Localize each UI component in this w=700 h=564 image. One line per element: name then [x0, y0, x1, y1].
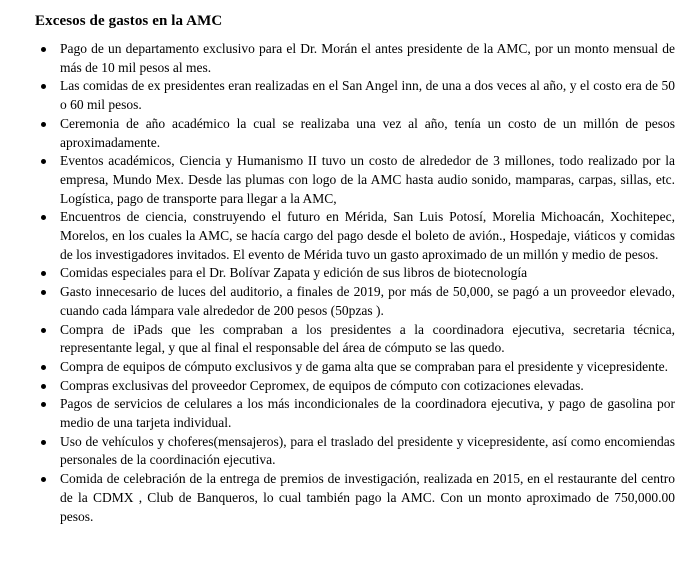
list-item-text: Comidas especiales para el Dr. Bolívar Zapata y edición de sus libros de biotecnología [60, 265, 528, 281]
bullet-icon [41, 271, 46, 276]
list-item-text: Pagos de servicios de celulares a los más incondicionales de la coordinadora ejecutiva, y pago de gasolina por medio de una tarjeta individual. [60, 396, 675, 431]
bullet-icon [41, 440, 46, 445]
list-item [35, 395, 675, 432]
bullet-icon [41, 402, 46, 407]
bullet-icon [41, 122, 46, 127]
list-item-text: Compras exclusivas del proveedor Cepromex, de equipos de cómputo con cotizaciones elevadas. [60, 377, 584, 393]
list-item [35, 40, 675, 77]
list-item-text: Las comidas de ex presidentes eran realizadas en el San Angel inn, de una a dos veces al año, y el costo era de 50 o 60 mil pesos. [60, 78, 675, 113]
list-item [35, 377, 675, 396]
bullet-icon [41, 215, 46, 220]
list-item [35, 358, 675, 377]
bullet-icon [41, 365, 46, 370]
list-item [35, 283, 675, 320]
list-item [35, 264, 675, 283]
list-item [35, 152, 675, 208]
expense-list [35, 40, 675, 526]
bullet-icon [41, 328, 46, 333]
list-item-text: Gasto innecesario de luces del auditorio, a finales de 2019, por más de 50,000, se pagó a un proveedor elevado, cuando cada lámpara vale alrededor de 200 pesos (50pzas ). [60, 284, 675, 318]
bullet-icon [41, 290, 46, 295]
bullet-icon [41, 84, 46, 89]
list-item [35, 115, 675, 152]
list-item-text: Eventos académicos, Ciencia y Humanismo II tuvo un costo de alrededor de 3 millones, todo realizado por la empresa, Mundo Mex. Desde las plumas con logo de la AMC hasta audio sonido, mamparas, carpas, sillas, etc. Logística, pago de transporte para llegar a la AMC, [60, 153, 675, 206]
list-item-text: Compra de equipos de cómputo exclusivos y de gama alta que se compraban para el presidente y vicepresidente. [60, 358, 669, 374]
list-item-text: Uso de vehículos y choferes(mensajeros), para el traslado del presidente y vicepresidente, así como encomiendas personales de la coordinación ejecutiva. [60, 433, 675, 468]
list-item-text: Comida de celebración de la entrega de premios de investigación, realizada en 2015, en el restaurante del centro de la CDMX , Club de Banqueros, lo cual también pago la AMC. Con un monto aproximado de 750,000.00 pesos. [60, 471, 675, 524]
list-item-text: Compra de iPads que les compraban a los presidentes a la coordinadora ejecutiva, secretaria técnica, representante legal, y que al final el responsable del área de cómputo se las quedo. [60, 321, 675, 356]
bullet-icon [41, 384, 46, 389]
bullet-icon [41, 47, 46, 52]
list-item [35, 77, 675, 114]
list-item [35, 208, 675, 264]
list-item [35, 433, 675, 470]
page-title: Excesos de gastos en la AMC [35, 13, 223, 29]
list-item [35, 321, 675, 358]
list-item-text: Encuentros de ciencia, construyendo el futuro en Mérida, San Luis Potosí, Morelia Michoacán, Xochitepec, Morelos, en los cuales la AMC, se hacía cargo del pago desde el boleto de avión., Hospedaje, viáticos y comidas de los investigadores invitados. El evento de Mérida tuvo un gasto aproximado de un millón y medio de pesos. [60, 209, 675, 262]
bullet-icon [41, 477, 46, 482]
list-item-text: Ceremonia de año académico la cual se realizaba una vez al año, tenía un costo de un millón de pesos aproximadamente. [60, 115, 675, 150]
list-item-text: Pago de un departamento exclusivo para el Dr. Morán el antes presidente de la AMC, por un monto mensual de más de 10 mil pesos al mes. [60, 41, 675, 75]
bullet-icon [41, 159, 46, 164]
list-item [35, 470, 675, 526]
